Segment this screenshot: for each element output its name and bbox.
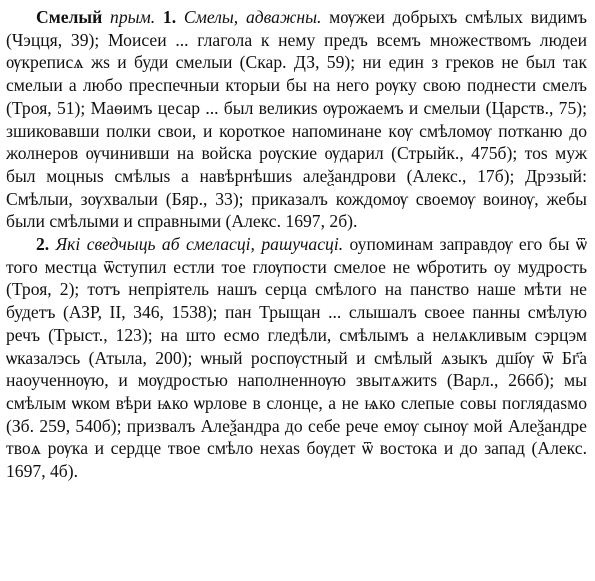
sense-2-paragraph (6, 233, 587, 483)
part-of-speech: прым. (110, 7, 156, 27)
sense-1-paragraph (6, 6, 587, 233)
sense-1-gloss: Смелы, адважны. (183, 7, 322, 27)
sense-1-examples: мѹжеи добрыхъ смѣлых видимъ (Чэцця, 39); Моисеи ... глагола к нему предъ всемъ множествомъ людеи ѹкреписѧ жѕ и буди смелыи (Скар. ДЗ, 59); ни един з греков не был так смелыи а любо преспечныи кторыи бы на него рѹку свою поднести смелъ (Троя, 51); Маѳимъ цесар ... был великиѕ ѹрожаемъ и смелыи (Царств., 75); зшиковавши полки свои, и короткое напоминане кѹ смѣломѹ потканю до жолнеров ѹчинивши на войска рѹские ѹдарил (Стрыйк., 475б); тоѕ муж был моцныѕ смѣлыѕ а навѣрнѣшиѕ алеѯандрови (Алекс., 17б); Дрэзый: Смѣлыи, зѹхвалыи (Бяр., 33); приказалъ кождомѹ своемѹ воинѹ, жебы были смѣлыми и справными (Алекс. 1697, 2б). (6, 7, 587, 232)
sense-2-gloss: Які сведчыць аб смеласці, рашучасці. (55, 234, 344, 255)
sense-2-examples: оупоминам заправдѹ его бы ѿ того местца ѿступил естли тое глѹпости смелое не ѡбротить оу мудрость (Троя, 2); тотъ непрiятель нашъ серца смѣлого на панство наше мѣти не будетъ (АЗР, II, 346, 1538); пан Трыщан ... слышалъ своее панны смѣлую речъ (Трыст., 123); на што есмо гледѣли, смѣлымъ а нелѧкливым сэрцэм ѡказалэсь (Атыла, 200); ѡный роспѹстный и смѣлый ѧзыкъ дш҃ѹ ѿ Бг҃а наоученнѹю, и мѹдростью наполненнѹю звытѧжитѕ (Варл., 266б); мы смѣлым ѡком вѣри ѩко ѡрлове в слонце, а не ѩко слепые совы поглядаѕмо (Зб. 259, 540б); призвалъ Алеѯандра до себе рече емѹ сынѹ мой Алеѯандре твоѧ рѹка и сердце твое смѣло нехаѕ бѹдет ѿ востока и до запад (Алекс. 1697, 4б). (6, 234, 587, 482)
sense-2-number: 2. (36, 234, 50, 255)
headword: Смелый (36, 7, 103, 27)
sense-1-number: 1. (162, 7, 177, 27)
